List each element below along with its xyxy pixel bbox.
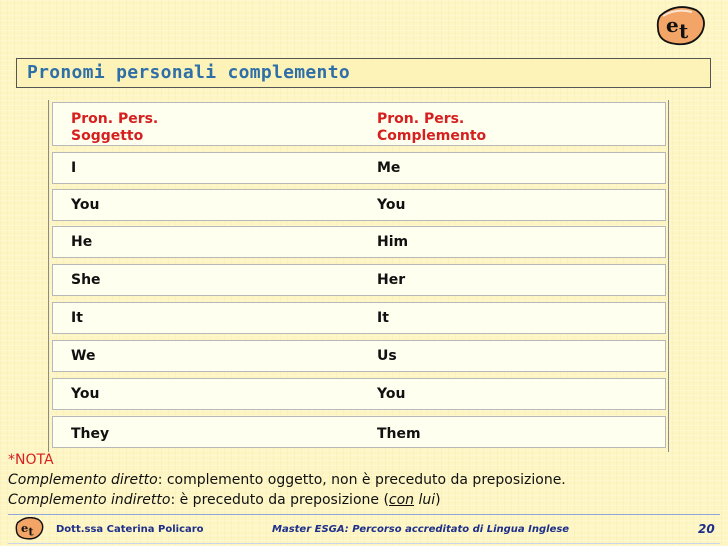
object-pronoun: It [377, 310, 389, 326]
header-subject [71, 111, 158, 145]
title-box [16, 58, 711, 88]
table-row [52, 340, 666, 372]
subject-pronoun: You [71, 197, 100, 213]
object-pronoun: You [377, 386, 406, 402]
nota-term-indirect: Complemento indiretto [8, 492, 171, 508]
object-pronoun: Me [377, 160, 401, 176]
table-row [52, 152, 666, 184]
nota-text-direct: : complemento oggetto, non è preceduto da preposizione. [157, 472, 566, 488]
nota-text-indirect: : è preceduto da preposizione ( [170, 492, 389, 508]
nota-term-direct: Complemento diretto [8, 472, 158, 488]
svg-text:e: e [666, 13, 679, 37]
subject-pronoun: He [71, 234, 93, 250]
et-logo-icon [654, 6, 706, 48]
object-pronoun: Him [377, 234, 409, 250]
header-object [377, 111, 486, 145]
header-object-line2: Complemento [377, 128, 487, 144]
object-pronoun: Them [377, 426, 421, 442]
header-subject-line2: Soggetto [71, 128, 144, 144]
svg-text:e: e [21, 520, 29, 535]
nota-example-con: con [388, 492, 415, 508]
nota-label: *NOTA [8, 452, 54, 468]
nota-text-close: ) [435, 492, 441, 508]
object-pronoun: Her [377, 272, 406, 288]
table-row [52, 302, 666, 334]
table-border-right [668, 100, 669, 452]
subject-pronoun: You [71, 386, 100, 402]
table-row [52, 416, 666, 448]
header-subject-line1: Pron. Pers. [71, 111, 159, 127]
table-row [52, 226, 666, 258]
table-border-left [48, 100, 49, 452]
table-row [52, 378, 666, 410]
subject-pronoun: It [71, 310, 83, 326]
footer-bottom-divider [8, 543, 720, 544]
et-logo-small-icon [14, 517, 44, 541]
svg-text:t: t [679, 19, 689, 43]
subject-pronoun: They [71, 426, 110, 442]
table-row [52, 189, 666, 221]
table-header-row [52, 102, 666, 146]
footer-author: Dott.ssa Caterina Policaro [56, 524, 204, 535]
slide-title: Pronomi personali complemento [27, 62, 350, 83]
nota-line-indirect [8, 492, 441, 508]
subject-pronoun: I [71, 160, 77, 176]
svg-text:t: t [28, 524, 34, 539]
subject-pronoun: She [71, 272, 101, 288]
table-row [52, 264, 666, 296]
subject-pronoun: We [71, 348, 96, 364]
footer-divider [8, 514, 720, 515]
nota-example-lui: lui [418, 492, 436, 508]
object-pronoun: You [377, 197, 406, 213]
object-pronoun: Us [377, 348, 397, 364]
header-object-line1: Pron. Pers. [377, 111, 465, 127]
page-number: 20 [698, 522, 715, 536]
nota-line-direct [8, 472, 566, 488]
footer-course: Master ESGA: Percorso accreditato di Lingua Inglese [272, 524, 570, 535]
